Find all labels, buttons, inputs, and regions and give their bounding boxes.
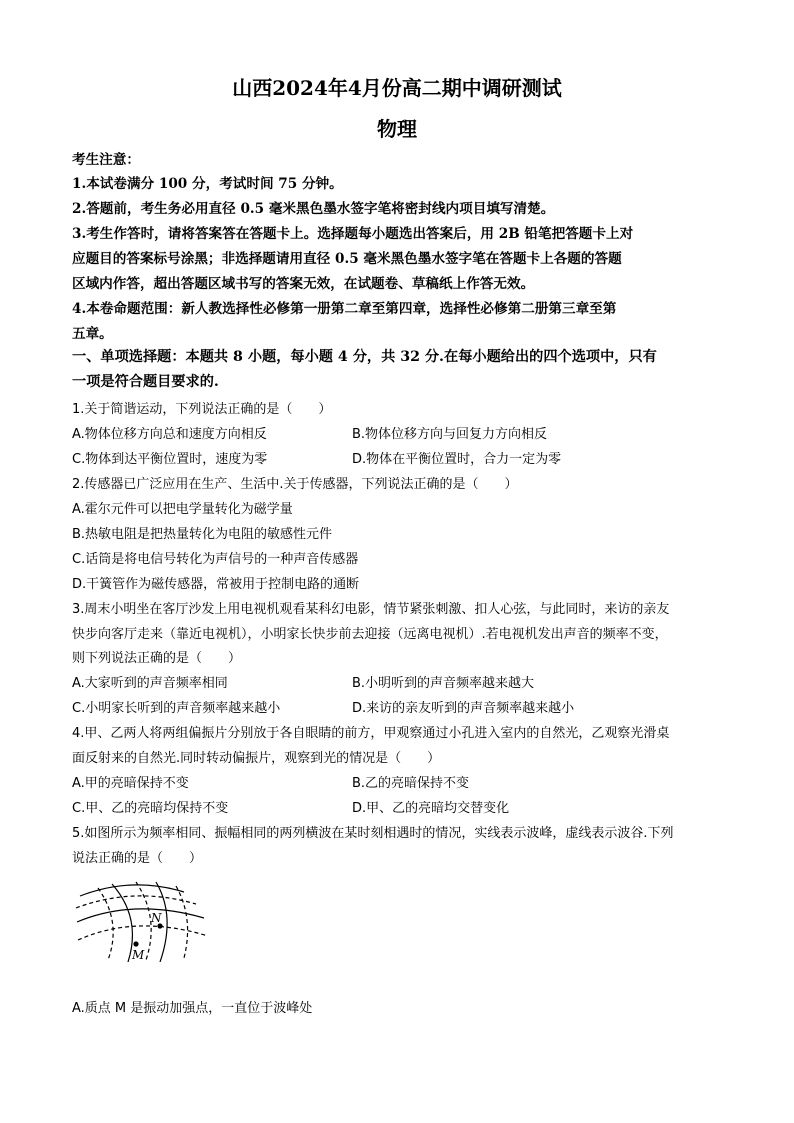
exam-title: 山西2024年4月份高二期中调研测试 [232,76,562,100]
question-2-stem: 2.传感器已广泛应用在生产、生活中.关于传感器，下列说法正确的是（ ） [72,477,518,492]
note-4-line-2: 五章。 [72,326,113,342]
point-n-label: N [151,911,162,925]
question-3-option-c: C.小明家长听到的声音频率越来越小 [72,701,281,716]
point-m-marker [133,941,138,946]
note-1: 1.本试卷满分 100 分，考试时间 75 分钟。 [72,176,343,192]
subject-title: 物理 [377,117,417,141]
section-heading-line-1: 一、单项选择题：本题共 8 小题，每小题 4 分，共 32 分.在每小题给出的四个选项中，只有 [72,349,657,365]
question-5-stem-line-1: 5.如图所示为频率相同、振幅相同的两列横波在某时刻相遇时的情况，实线表示波峰，虚线表示波谷.下列 [72,826,674,841]
question-5-stem-line-2: 说法正确的是（ ） [72,851,203,866]
note-3-line-2: 应题目的答案标号涂黑；非选择题请用直径 0.5 毫米黑色墨水签字笔在答题卡上各题的答题 [72,251,622,267]
question-1-option-d: D.物体在平衡位置时，合力一定为零 [352,452,562,467]
notes-heading: 考生注意： [72,152,140,168]
note-2: 2.答题前，考生务必用直径 0.5 毫米黑色墨水签字笔将密封线内项目填写清楚。 [72,201,555,217]
section-heading-line-2: 一项是符合题目要求的. [72,374,219,390]
question-3-stem-line-1: 3.周末小明坐在客厅沙发上用电视机观看某科幻电影，情节紧张刺激、扣人心弦，与此同时，来访的亲友 [72,602,670,617]
question-4-stem-line-2: 面反射来的自然光.同时转动偏振片，观察到光的情况是（ ） [72,751,441,766]
question-3-option-a: A.大家听到的声音频率相同 [72,676,228,691]
note-4-line-1: 4.本卷命题范围：新人教选择性必修第一册第二章至第四章，选择性必修第二册第三章至第 [72,301,617,317]
question-2-option-d: D.干簧管作为磁传感器，常被用于控制电路的通断 [72,577,360,592]
question-1-option-c: C.物体到达平衡位置时，速度为零 [72,452,268,467]
question-3-option-d: D.来访的亲友听到的声音频率越来越小 [352,701,575,716]
wave-interference-figure [72,878,212,962]
question-4-stem-line-1: 4.甲、乙两人将两组偏振片分别放于各自眼睛的前方，甲观察通过小孔进入室内的自然光，乙观察光滑桌 [72,726,670,741]
question-3-stem-line-2: 快步向客厅走来（靠近电视机），小明家长快步前去迎接（远离电视机）.若电视机发出声音的频率不变， [72,627,668,642]
question-2-option-a: A.霍尔元件可以把电学量转化为磁学量 [72,502,293,517]
question-3-option-b: B.小明听到的声音频率越来越大 [352,676,535,691]
note-3-line-1: 3.考生作答时，请将答案答在答题卡上。选择题每小题选出答案后，用 2B 铅笔把答题卡上对 [72,226,634,242]
note-3-line-3: 区域内作答，超出答题区域书写的答案无效，在试题卷、草稿纸上作答无效。 [72,276,535,292]
question-3-stem-line-3: 则下列说法正确的是（ ） [72,651,242,666]
question-4-option-b: B.乙的亮暗保持不变 [352,776,470,791]
question-4-option-c: C.甲、乙的亮暗均保持不变 [72,801,229,816]
question-2-option-c: C.话筒是将电信号转化为声信号的一种声音传感器 [72,552,359,567]
question-1-stem: 1.关于简谐运动，下列说法正确的是（ ） [72,402,332,417]
question-1-option-b: B.物体位移方向与回复力方向相反 [352,427,548,442]
question-5-option-a: A.质点 M 是振动加强点，一直位于波峰处 [72,1001,313,1016]
question-4-option-d: D.甲、乙的亮暗均交替变化 [352,801,510,816]
point-m-label: M [132,948,145,962]
question-2-option-b: B.热敏电阻是把热量转化为电阻的敏感性元件 [72,527,333,542]
question-4-option-a: A.甲的亮暗保持不变 [72,776,189,791]
question-1-option-a: A.物体位移方向总和速度方向相反 [72,427,267,442]
